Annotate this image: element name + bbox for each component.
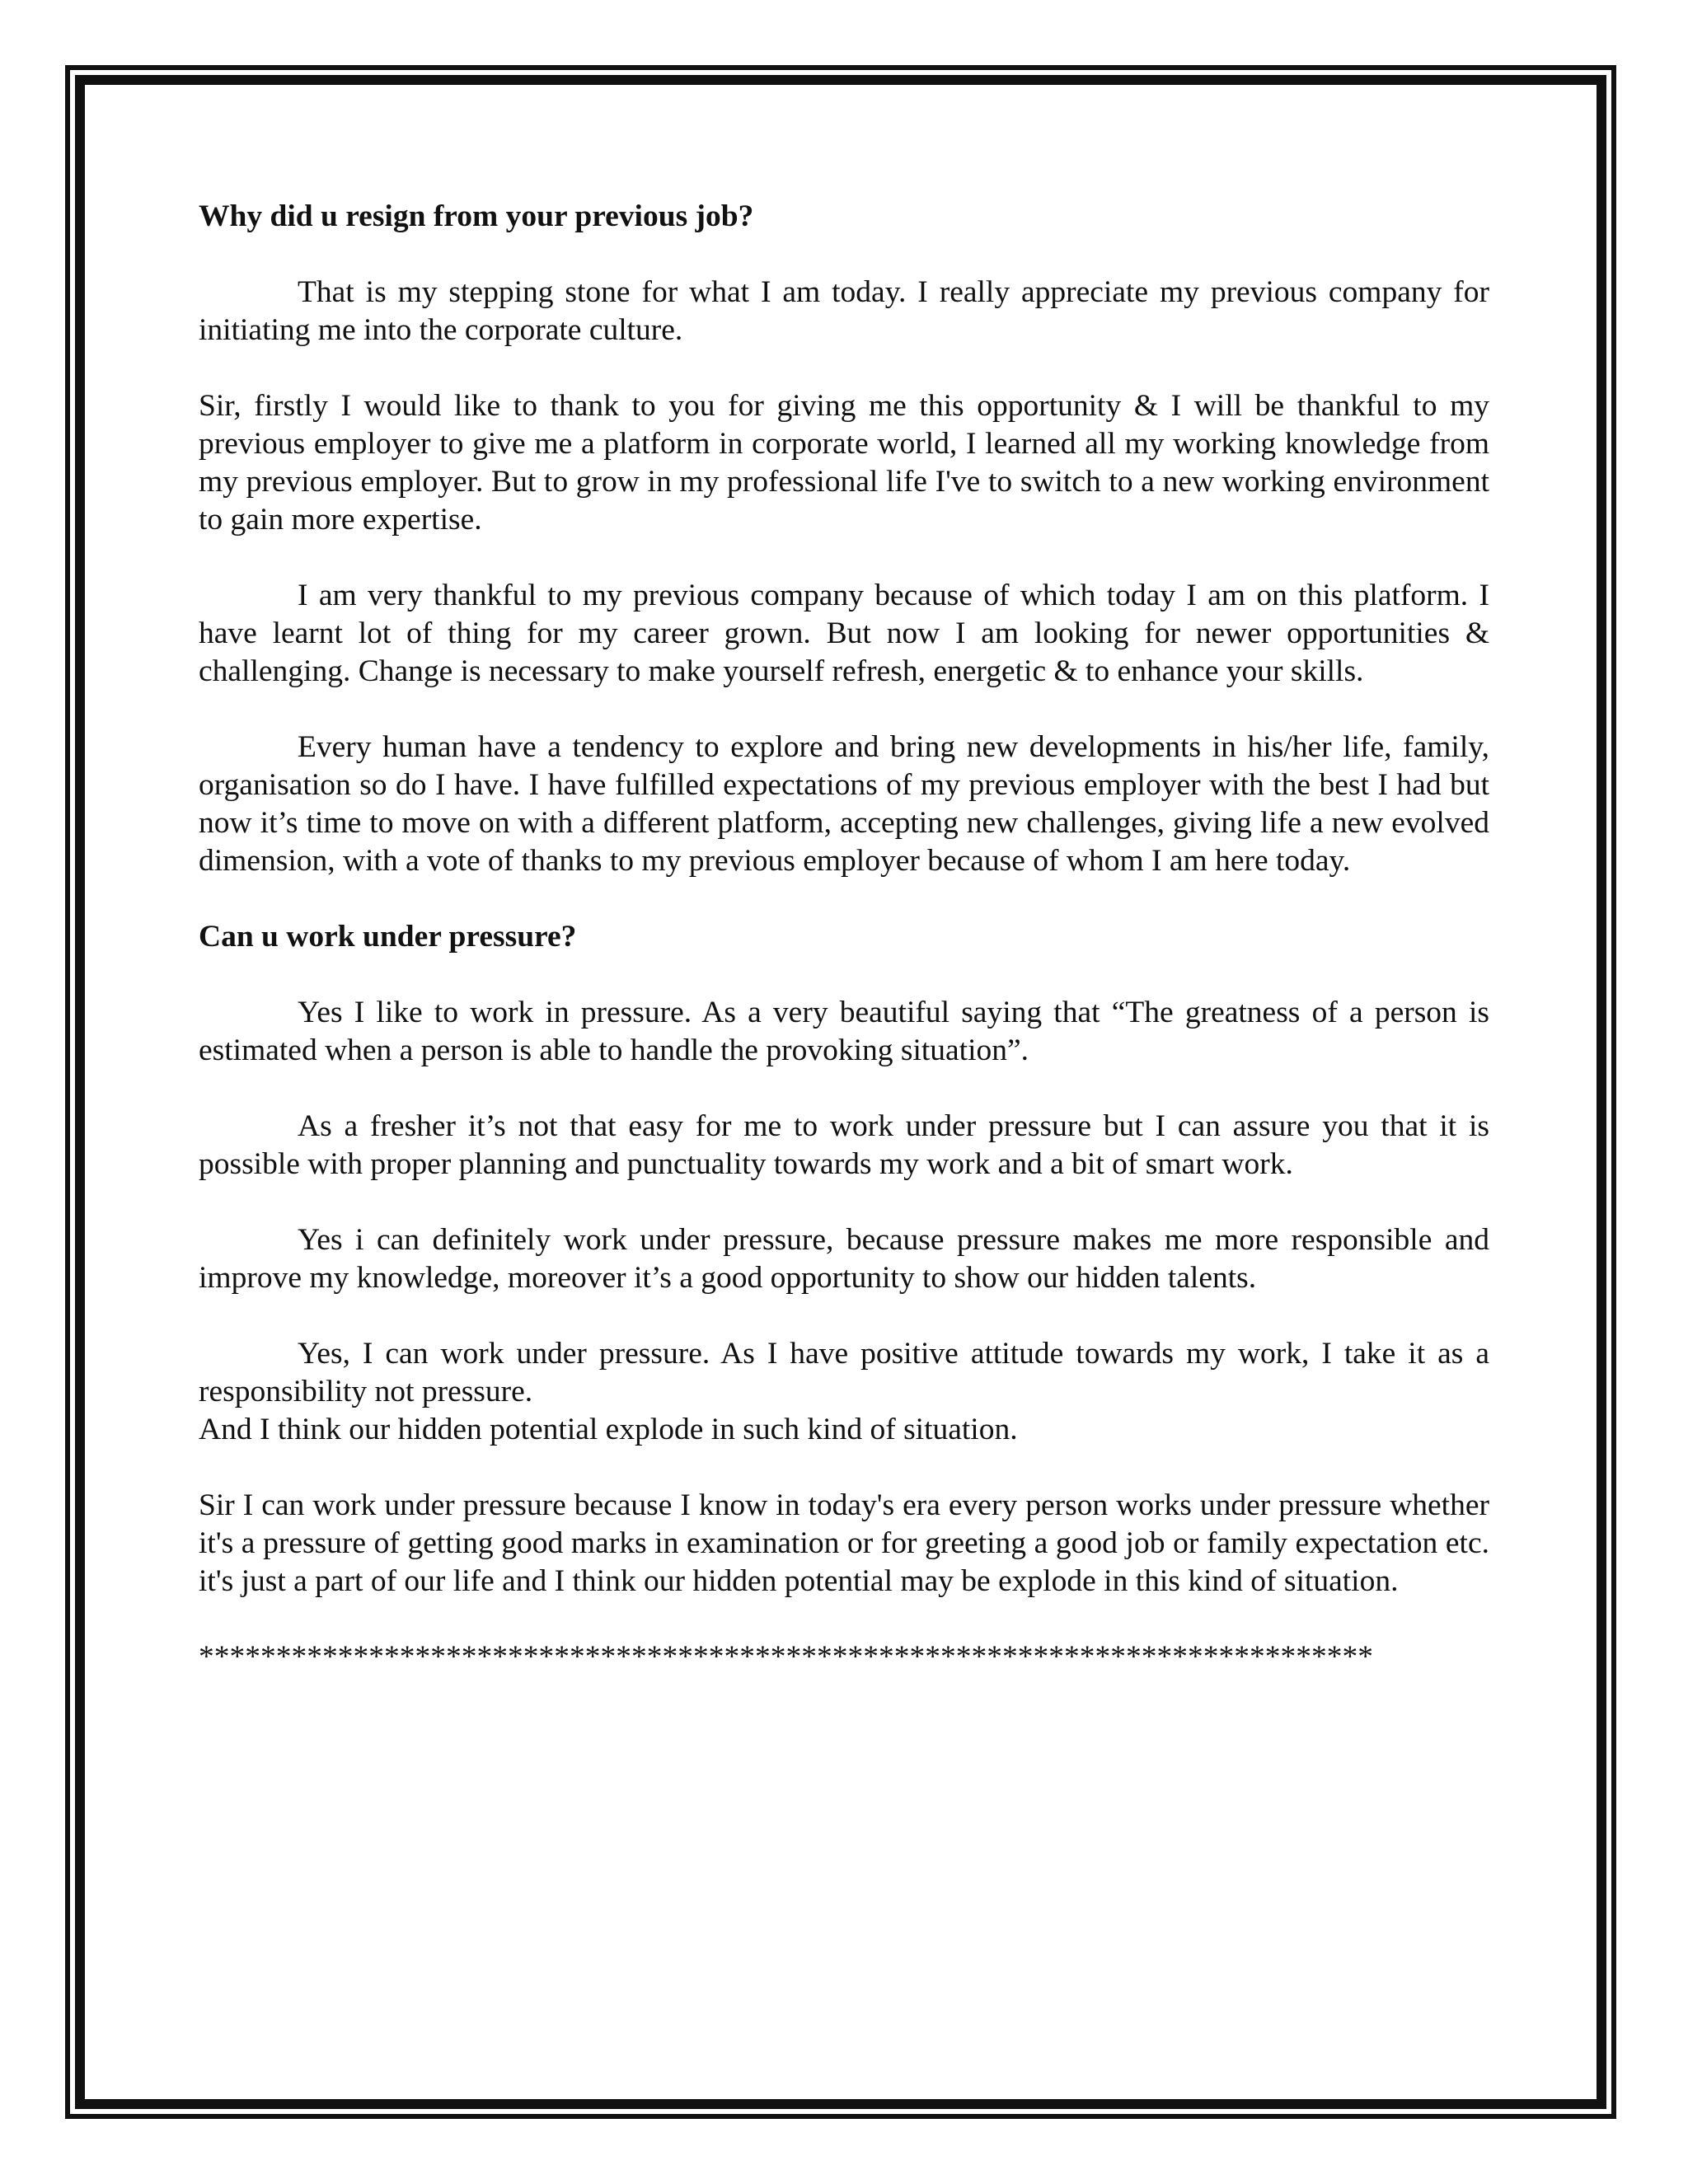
paragraph: Sir I can work under pressure because I know in today's era every person works under pressure whether it's a pressure of getting good marks in examination or for greeting a good job or family expectation etc. it's just a part of our life and I think our hidden potential may be explode in this kind of situation.	[199, 1488, 1489, 1598]
section-heading-resign: Why did u resign from your previous job?	[199, 199, 754, 233]
paragraph: That is my stepping stone for what I am today. I really appreciate my previous company for initiating me into the corporate culture.	[199, 275, 1489, 347]
paragraph: Yes i can definitely work under pressure, because pressure makes me more responsible and improve my knowledge, moreover it’s a good opportunity to show our hidden talents.	[199, 1223, 1489, 1295]
paragraph: As a fresher it’s not that easy for me to work under pressure but I can assure you that it is possible with proper planning and punctuality towards my work and a bit of smart work.	[199, 1109, 1489, 1181]
document-body	[199, 198, 1489, 1676]
paragraph: Sir, firstly I would like to thank to you for giving me this opportunity & I will be thankful to my previous employer to give me a platform in corporate world, I learned all my working knowledge from my previous employer. But to grow in my professional life I've to switch to a new working environment to gain more expertise.	[199, 389, 1489, 537]
separator-line: ****************************************************************************	[199, 1640, 1373, 1674]
paragraph: And I think our hidden potential explode in such kind of situation.	[199, 1413, 1018, 1446]
paragraph: Yes I like to work in pressure. As a very beautiful saying that “The greatness of a person is estimated when a person is able to handle the provoking situation”.	[199, 996, 1489, 1067]
section-heading-pressure: Can u work under pressure?	[199, 920, 577, 954]
paragraph: Yes, I can work under pressure. As I have positive attitude towards my work, I take it as a responsibility not pressure.	[199, 1337, 1489, 1408]
paragraph: Every human have a tendency to explore and bring new developments in his/her life, family, organisation so do I have. I have fulfilled expectations of my previous employer with the best I had but now it’s time to move on with a different platform, accepting new challenges, giving life a new evolved dimension, with a vote of thanks to my previous employer because of whom I am here today.	[199, 730, 1489, 878]
paragraph: I am very thankful to my previous company because of which today I am on this platform. I have learnt lot of thing for my career grown. But now I am looking for newer opportunities & challenging. Change is necessary to make yourself refresh, energetic & to enhance your skills.	[199, 579, 1489, 688]
